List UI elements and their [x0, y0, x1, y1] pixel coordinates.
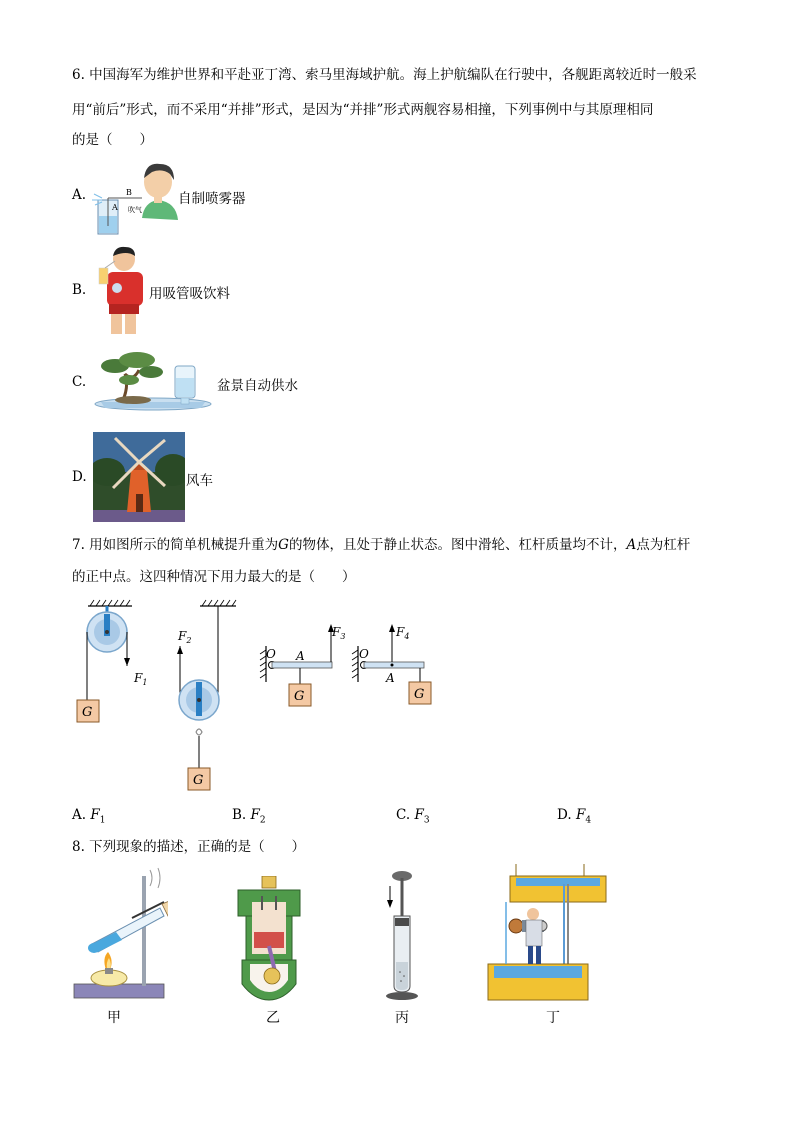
option-text: 盆景自动供水 [217, 378, 298, 394]
option-letter: A. [72, 187, 87, 203]
q7-option-c[interactable] [396, 807, 430, 826]
caption-yi: 乙 [266, 1010, 280, 1026]
f1-label: $F_1$ [134, 671, 148, 687]
test-tube-heating-illustration [72, 866, 168, 1004]
q6-stem-line-2: 用“前后”形式，而不采用“并排”形式，是因为“并排”形式两舰容易相撞，下列事例中与其原理相同 [72, 102, 654, 118]
lever-f3 [260, 624, 345, 706]
point-a-label: A [296, 649, 305, 663]
q7-stem-line-1 [72, 535, 732, 555]
caption-bing: 丙 [395, 1010, 409, 1026]
option-var: F [575, 807, 586, 823]
q7-var-a: A [626, 537, 637, 553]
option-text: 用吸管吸饮料 [149, 286, 230, 302]
boy-drinking-straw-illustration [97, 244, 147, 336]
point-a-label: A [386, 671, 395, 685]
caption-jia: 甲 [107, 1010, 121, 1026]
option-var: F [414, 807, 424, 823]
label-a: A [112, 203, 118, 212]
label-b: B [126, 188, 132, 197]
q7-text-a: 7. 用如图所示的简单机械提升重为 [72, 537, 279, 553]
engine-cylinder-illustration [232, 876, 306, 1002]
weight-g-label: G [82, 705, 93, 720]
q7-text-b: 的物体，且处于静止状态。图中滑轮、杠杆质量均不计， [288, 537, 627, 553]
f2-label: $F_2$ [178, 629, 192, 645]
weight-g-label: G [294, 689, 305, 704]
q6-stem-line-1: 6. 中国海军为维护世界和平赴亚丁湾、索马里海域护航。海上护航编队在行驶中，各舰距离较近时一般采 [72, 67, 697, 83]
q7-text-c: 点为杠杆 [636, 537, 691, 553]
pivot-o-label: O [266, 647, 276, 661]
f4-label: $F_4$ [396, 625, 410, 641]
q7-option-b[interactable] [232, 807, 266, 826]
q6-stem-line-3: 的是（ ） [72, 132, 153, 148]
q7-stem-line-2: 的正中点。这四种情况下用力最大的是（ ） [72, 569, 356, 585]
option-letter: C. [396, 807, 411, 823]
q7-machines-figure [70, 596, 450, 796]
q8-stem: 8. 下列现象的描述，正确的是（ ） [72, 839, 306, 855]
weight-g-label: G [414, 687, 425, 702]
option-sub: 1 [99, 815, 106, 826]
option-sub: 3 [423, 815, 430, 826]
f3-label: $F_3$ [332, 625, 346, 641]
option-letter: A. [72, 807, 87, 823]
lever-f4 [352, 624, 431, 704]
option-text: 自制喷雾器 [178, 191, 246, 207]
label-blow: 吹气 [128, 206, 142, 214]
q7-option-a[interactable] [72, 807, 105, 826]
pivot-o-label: O [359, 647, 369, 661]
movable-pulley [177, 600, 236, 790]
option-letter: B. [232, 807, 247, 823]
option-text: 风车 [186, 473, 213, 489]
option-letter: D. [72, 469, 87, 485]
windmill-photo [93, 432, 185, 522]
perpetual-motion-machine-illustration [486, 864, 610, 1004]
fixed-pulley [77, 600, 147, 722]
q7-option-d[interactable] [557, 807, 591, 826]
option-sub: 2 [259, 815, 266, 826]
caption-ding: 丁 [546, 1010, 560, 1026]
weight-g-label: G [193, 773, 204, 788]
option-letter: C. [72, 374, 87, 390]
option-letter: D. [557, 807, 572, 823]
q7-var-g: G [278, 537, 289, 553]
air-compression-tube-illustration [382, 868, 422, 1002]
option-letter: B. [72, 282, 87, 298]
option-var: F [90, 807, 100, 823]
option-var: F [250, 807, 260, 823]
spray-bottle-boy-illustration [92, 158, 180, 238]
option-sub: 4 [585, 815, 592, 826]
bonsai-water-supply-illustration [93, 346, 215, 414]
